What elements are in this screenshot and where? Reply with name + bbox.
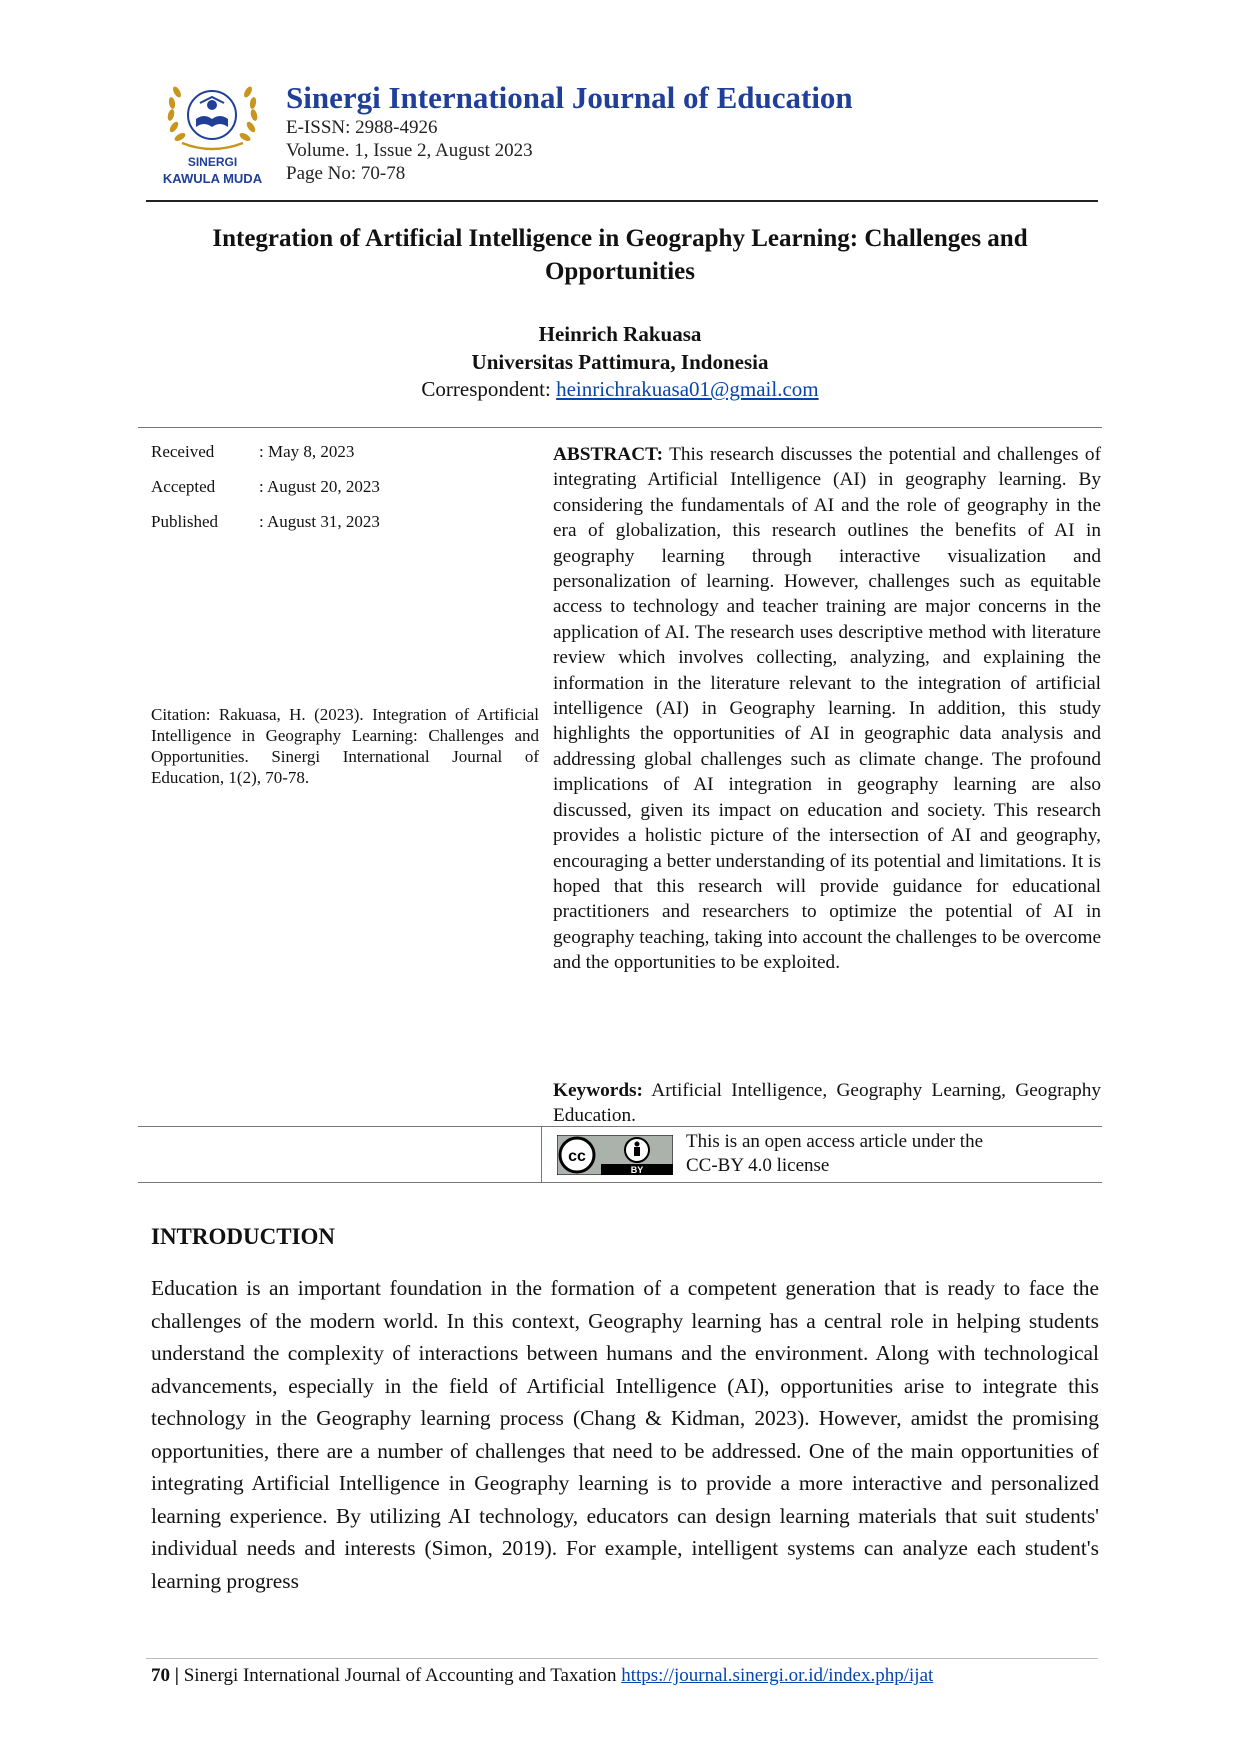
date-value: : May 8, 2023 <box>259 442 355 461</box>
introduction-heading: INTRODUCTION <box>151 1224 336 1249</box>
abstract-label: ABSTRACT: <box>553 444 663 465</box>
keywords-paragraph <box>553 1078 1101 1129</box>
date-label: Published <box>151 512 219 531</box>
dates-list <box>151 442 380 547</box>
author-block <box>150 320 1090 376</box>
license-top-rule <box>138 1126 1102 1127</box>
license-line-2: CC-BY 4.0 license <box>686 1155 830 1176</box>
journal-logo <box>150 75 275 195</box>
date-value: : August 20, 2023 <box>259 477 380 496</box>
correspondent-line <box>150 376 1090 402</box>
date-row-published <box>151 512 380 547</box>
author-name: Heinrich Rakuasa <box>538 322 702 346</box>
keywords-label: Keywords: <box>553 1080 643 1101</box>
date-label: Received <box>151 442 215 461</box>
page-number: 70 <box>151 1665 170 1686</box>
footer-separator: | <box>170 1665 184 1686</box>
journal-pages: Page No: 70-78 <box>286 162 406 184</box>
date-row-accepted <box>151 477 380 512</box>
journal-header <box>286 80 853 185</box>
footer-journal-name: Sinergi International Journal of Accounting and Taxation <box>183 1665 622 1686</box>
laurel-book-emblem-icon <box>150 75 275 157</box>
page-footer <box>151 1664 1101 1688</box>
header-divider <box>146 200 1098 202</box>
table-top-rule <box>138 427 1102 428</box>
citation-text: Citation: Rakuasa, H. (2023). Integration of Artificial Intelligence in Geography Learning: Challenges and Opportunities. Sinergi International Journal of Education, 1(2), 70-78. <box>151 705 539 787</box>
abstract-paragraph <box>553 442 1101 976</box>
date-row-received <box>151 442 380 477</box>
author-affiliation: Universitas Pattimura, Indonesia <box>471 350 769 374</box>
license-column-divider <box>541 1126 542 1182</box>
date-label: Accepted <box>151 477 216 496</box>
journal-title: Sinergi International Journal of Education <box>286 80 853 115</box>
cc-by-license-badge-icon[interactable] <box>557 1135 673 1175</box>
date-value: : August 31, 2023 <box>259 512 380 531</box>
keywords-text: Artificial Intelligence, Geography Learning, Geography Education. <box>553 1080 1101 1127</box>
logo-text-kawula-muda: KAWULA MUDA <box>162 171 263 186</box>
introduction-paragraph: Education is an important foundation in the formation of a competent generation that is ready to face the challenges of the modern world. In this context, Geography learning has a central role in helping students understand the complexity of interactions between humans and the environment. Along with technological advancements, especially in the field of Artificial Intelligence (AI), opportunities arise to integrate this technology in the Geography learning process (Chang & Kidman, 2023). However, amidst the promising opportunities, there are a number of challenges that need to be addressed. One of the main opportunities of integrating Artificial Intelligence in Geography learning is to provide a more interactive and personalized learning experience. By utilizing AI technology, educators can design learning materials that suit students' individual needs and interests (Simon, 2019). For example, intelligent systems can analyze each student's learning progress <box>151 1276 1099 1593</box>
by-badge-text: BY <box>630 1165 644 1175</box>
footer-divider <box>146 1658 1098 1659</box>
journal-issn: E-ISSN: 2988-4926 <box>286 116 438 138</box>
paper-title: Integration of Artificial Intelligence in Geography Learning: Challenges and Opportunities <box>212 225 1028 285</box>
license-line-1: This is an open access article under the <box>686 1131 984 1152</box>
cc-badge-text: cc <box>568 1148 586 1165</box>
correspondent-email-link[interactable]: heinrichrakuasa01@gmail.com <box>556 377 819 401</box>
license-bottom-rule <box>138 1182 1102 1183</box>
abstract-text: This research discusses the potential and challenges of integrating Artificial Intelligence (AI) in geography learning. By considering the fundamentals of AI and the role of geography in the era of globalization, this research outlines the benefits of AI in geography learning through interactive visualization and personalization of learning. However, challenges such as equitable access to technology and teacher training are major concerns in the application of AI. The research uses descriptive method with literature review which involves collecting, analyzing, and explaining the information in the literature relevant to the integration of artificial intelligence (AI) in Geography learning. In addition, this study highlights the opportunities of AI in geographic data analysis and addressing global challenges such as climate change. The profound implications of AI integration in geography learning are also discussed, given its impact on education and society. This research provides a holistic picture of the intersection of AI and geography, encouraging a better understanding of its potential and limitations. It is hoped that this research will provide guidance for educational practitioners and researchers to optimize the potential of AI in geography teaching, taking into account the challenges to be overcome and the opportunities to be exploited. <box>553 444 1101 974</box>
correspondent-label: Correspondent: <box>421 377 557 401</box>
logo-text-sinergi: SINERGI <box>187 155 238 169</box>
footer-journal-url-link[interactable]: https://journal.sinergi.or.id/index.php/ijat <box>621 1665 934 1686</box>
license-text <box>686 1130 983 1178</box>
journal-volume: Volume. 1, Issue 2, August 2023 <box>286 139 533 161</box>
